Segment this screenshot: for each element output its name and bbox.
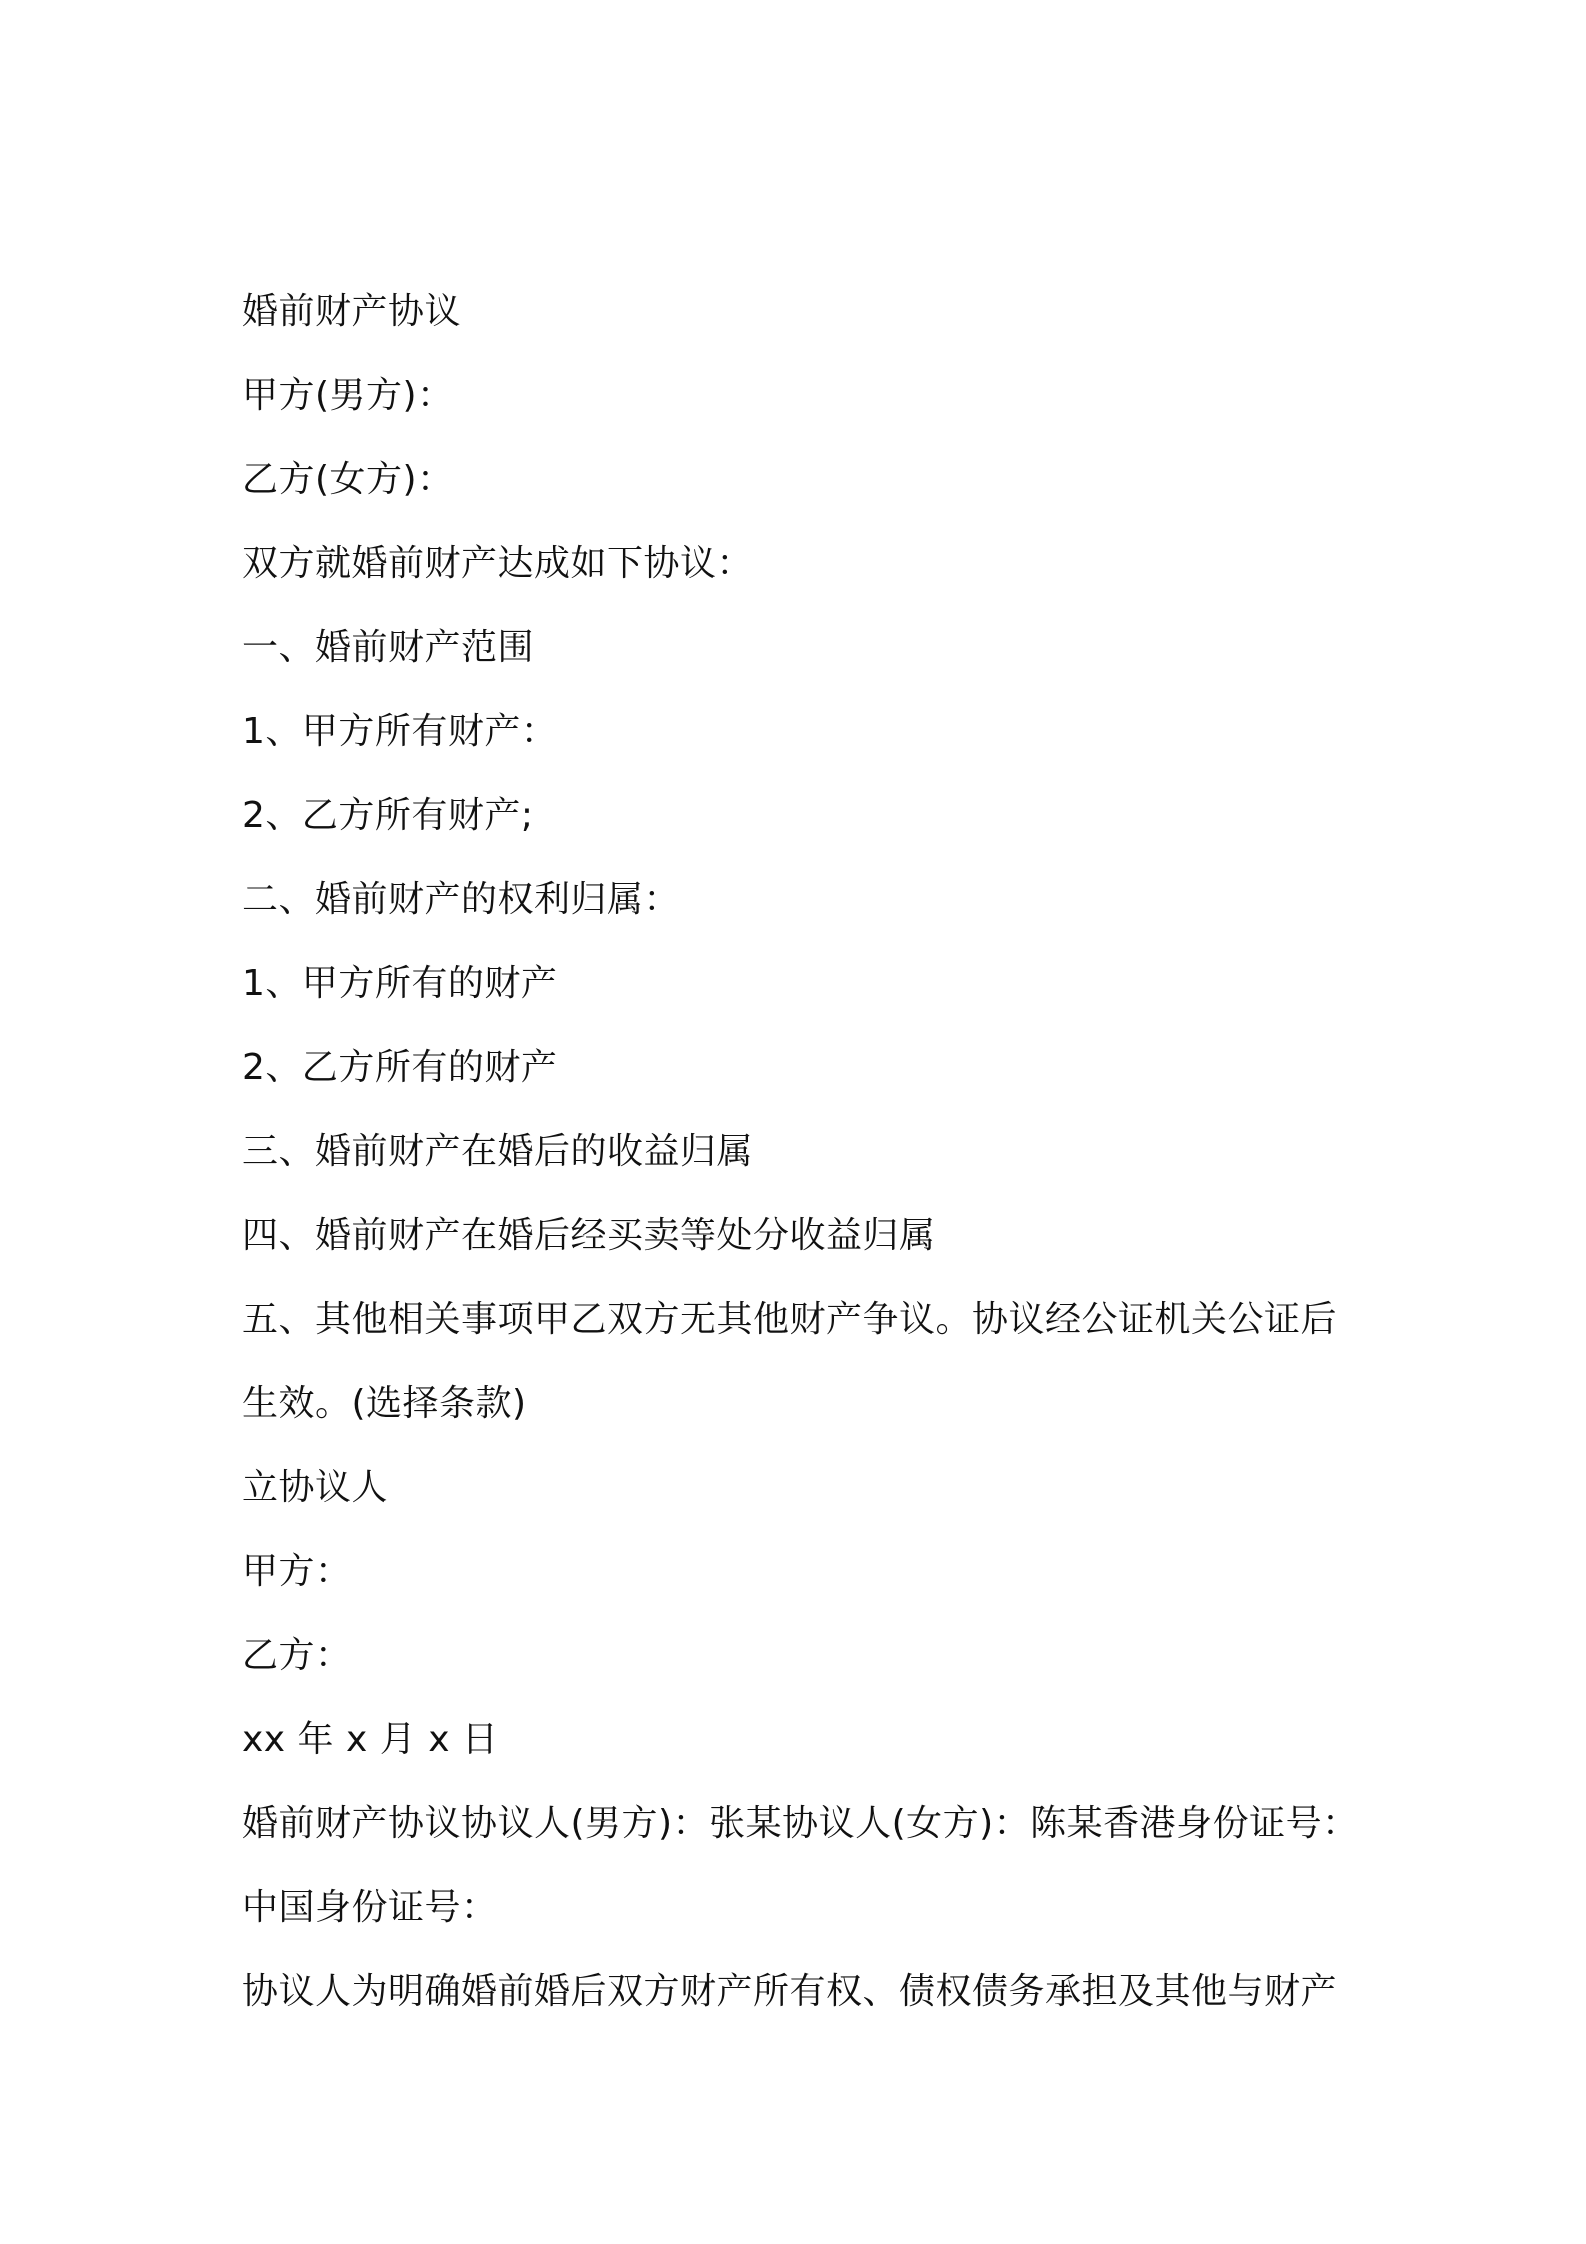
section-5-line-1: 五、其他相关事项甲乙双方无其他财产争议。协议经公证机关公证后 xyxy=(242,1299,1338,1340)
signatories-heading: 立协议人 xyxy=(242,1467,389,1508)
section-5-line-2: 生效。(选择条款) xyxy=(242,1383,527,1424)
china-id-line: 中国身份证号： xyxy=(242,1887,498,1928)
section-2-heading: 二、婚前财产的权利归属： xyxy=(242,879,681,920)
section-1-item-1: 1、甲方所有财产： xyxy=(242,711,558,752)
second-agreement-parties: 婚前财产协议协议人(男方)：张某协议人(女方)：陈某香港身份证号： xyxy=(242,1803,1359,1844)
party-b-line: 乙方(女方)： xyxy=(242,459,454,500)
section-2-item-1: 1、甲方所有的财产 xyxy=(242,963,558,1004)
document-body xyxy=(242,280,1362,2044)
agreement-intro: 双方就婚前财产达成如下协议： xyxy=(242,543,754,584)
second-agreement-intro: 协议人为明确婚前婚后双方财产所有权、债权债务承担及其他与财产 xyxy=(242,1971,1338,2012)
section-3-heading: 三、婚前财产在婚后的收益归属 xyxy=(242,1131,754,1172)
section-1-heading: 一、婚前财产范围 xyxy=(242,627,535,668)
document-title: 婚前财产协议 xyxy=(242,291,462,332)
section-4-heading: 四、婚前财产在婚后经买卖等处分收益归属 xyxy=(242,1215,936,1256)
signature-party-b: 乙方： xyxy=(242,1635,352,1676)
signature-party-a: 甲方： xyxy=(242,1551,352,1592)
signature-date: xx 年 x 月 x 日 xyxy=(242,1719,499,1760)
party-a-line: 甲方(男方)： xyxy=(242,375,454,416)
section-2-item-2: 2、乙方所有的财产 xyxy=(242,1047,558,1088)
section-1-item-2: 2、乙方所有财产; xyxy=(242,795,534,836)
